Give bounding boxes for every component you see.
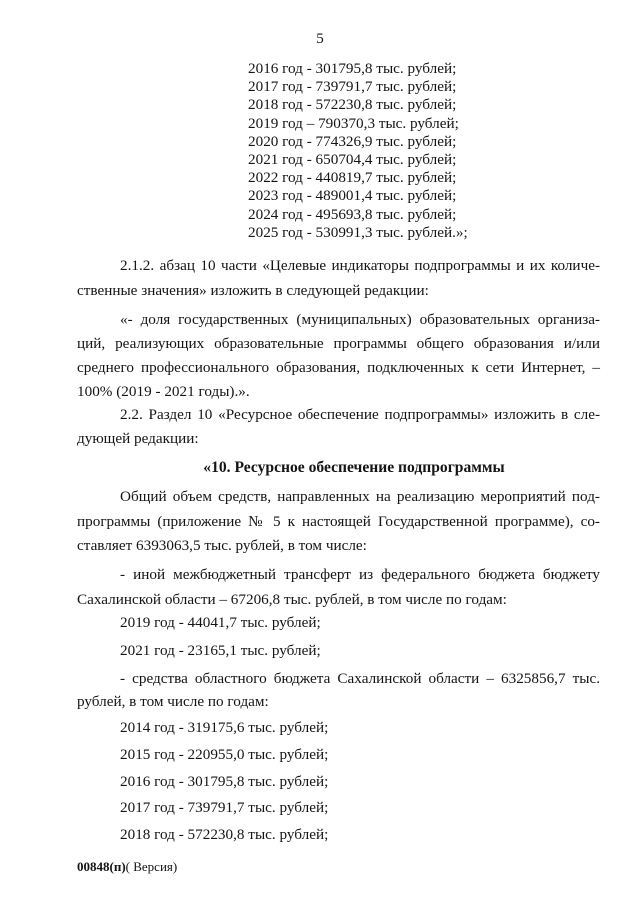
clause-2-1-2-line: ственные значения» изложить в следующей редакции:	[77, 282, 429, 299]
section-heading: «10. Ресурсное обеспечение подпрограммы	[203, 459, 505, 476]
total-volume-line: программы (приложение № 5 к настоящей Государственной программе), со-	[77, 513, 600, 530]
budget-year-line: 2017 год - 739791,7 тыс. рублей;	[248, 78, 457, 96]
regional-year-item: 2014 год - 319175,6 тыс. рублей;	[120, 719, 329, 736]
regional-year-item: 2015 год - 220955,0 тыс. рублей;	[120, 746, 329, 763]
budget-year-line: 2016 год - 301795,8 тыс. рублей;	[248, 60, 457, 77]
indicator-quote-line: 100% (2019 - 2021 годы).».	[77, 383, 250, 400]
budget-year-line: 2025 год - 530991,3 тыс. рублей.»;	[248, 223, 468, 241]
total-volume-line: ставляет 6393063,5 тыс. рублей, в том числе:	[77, 537, 367, 554]
regional-year-item: 2018 год - 572230,8 тыс. рублей;	[120, 826, 329, 843]
budget-year-line: 2023 год - 489001,4 тыс. рублей;	[248, 187, 457, 205]
budget-years-list	[248, 60, 468, 242]
clause-2-1-2-line: 2.1.2. абзац 10 части «Целевые индикаторы подпрограммы и их количе-	[120, 257, 600, 274]
document-version: ( Версия)	[125, 859, 178, 874]
document-footer	[77, 859, 177, 875]
federal-transfer-line: - иной межбюджетный трансферт из федерального бюджета бюджету	[120, 566, 600, 583]
clause-2-2-line: 2.2. Раздел 10 «Ресурсное обеспечение подпрограммы» изложить в сле-	[120, 406, 600, 423]
budget-year-line: 2019 год – 790370,3 тыс. рублей;	[248, 114, 459, 132]
regional-budget-line: - средства областного бюджета Сахалинской области – 6325856,7 тыс.	[120, 670, 600, 687]
budget-year-line: 2018 год - 572230,8 тыс. рублей;	[248, 96, 457, 114]
budget-year-line: 2024 год - 495693,8 тыс. рублей;	[248, 205, 457, 223]
budget-year-line: 2021 год - 650704,4 тыс. рублей;	[248, 151, 457, 169]
total-volume-line: Общий объем средств, направленных на реализацию мероприятий под-	[120, 488, 600, 505]
indicator-quote-line: среднего профессионального образования, подключенных к сети Интернет, –	[77, 359, 600, 376]
federal-transfer-line: Сахалинской области – 67206,8 тыс. рублей, в том числе по годам:	[77, 591, 507, 608]
document-code: 00848(п)	[77, 859, 126, 874]
indicator-quote-line: «- доля государственных (муниципальных) образовательных организа-	[120, 311, 600, 328]
budget-year-line: 2022 год - 440819,7 тыс. рублей;	[248, 169, 457, 187]
regional-year-item: 2017 год - 739791,7 тыс. рублей;	[120, 799, 329, 816]
indicator-quote-line: ций, реализующих образовательные программы общего образования и/или	[77, 335, 600, 352]
regional-budget-line: рублей, в том числе по годам:	[77, 693, 269, 710]
clause-2-2-line: дующей редакции:	[77, 430, 199, 447]
regional-year-item: 2016 год - 301795,8 тыс. рублей;	[120, 773, 329, 790]
budget-year-line: 2020 год - 774326,9 тыс. рублей;	[248, 132, 457, 150]
federal-year-item: 2021 год - 23165,1 тыс. рублей;	[120, 642, 321, 659]
page-number: 5	[316, 31, 324, 47]
federal-year-item: 2019 год - 44041,7 тыс. рублей;	[120, 614, 321, 631]
